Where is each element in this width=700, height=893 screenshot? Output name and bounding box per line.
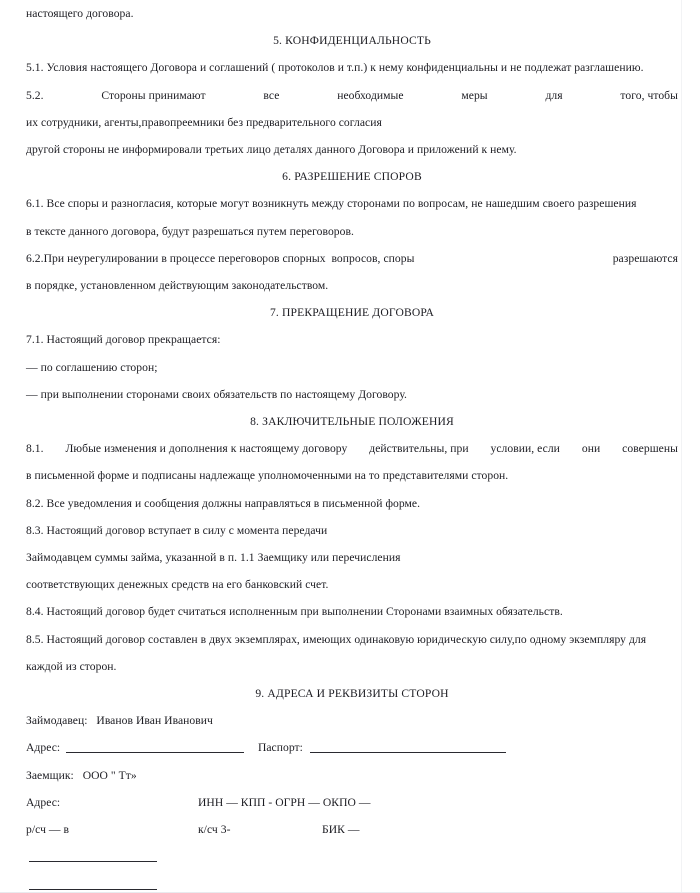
- carryover-line: настоящего договора.: [26, 7, 134, 20]
- lender-label: Займодавец:: [26, 714, 88, 728]
- passport-input-blank[interactable]: [310, 752, 506, 753]
- borrower-name: ООО " Тт»: [82, 768, 137, 782]
- lender-row: [26, 707, 678, 734]
- clause-6-2-line1: [26, 245, 678, 272]
- borrower-inn-kpp-ogrn-okpo: ИНН — КПП - ОГРН — ОКПО —: [198, 795, 371, 809]
- clause-6-1-line2: в тексте данного договора, будут разрешаться путем переговоров.: [26, 224, 354, 238]
- clause-5-2-line3: другой стороны не информировали третьих лицо деталях данного Договора и приложений к нему.: [26, 143, 517, 157]
- clause-8-4: 8.4. Настоящий договор будет считаться исполненным при выполнении Сторонами взаимных обязательств.: [26, 605, 563, 619]
- clause-5-2-frag-1: Стороны принимают: [101, 88, 206, 102]
- clause-5-2-number: 5.2.: [26, 88, 44, 102]
- heading-section-7: 7. ПРЕКРАЩЕНИЕ ДОГОВОРА: [269, 306, 435, 320]
- clause-7-1-bullet-1: — по соглашению сторон;: [26, 360, 158, 374]
- clause-8-1-line2: в письменной форме и подписаны надлежаще уполномоченными на то представителями сторон.: [26, 469, 509, 483]
- clause-6-2-line2: в порядке, установленном действующим законодательством.: [26, 279, 329, 293]
- borrower-row: [26, 762, 678, 789]
- clause-5-1: 5.1. Условия настоящего Договора и соглашений ( протоколов и т.п.) к нему конфиденциальны и не подлежат разглашению.: [26, 61, 644, 75]
- lender-name: Иванов Иван Иванович: [96, 714, 213, 728]
- heading-section-5: 5. КОНФИДЕНЦИАЛЬНОСТЬ: [273, 34, 431, 48]
- clause-8-5-line1: 8.5. Настоящий договор составлен в двух экземплярах, имеющих одинаковую юридическую силу,по одному экземпляру для: [26, 632, 647, 646]
- heading-section-9: 9. АДРЕСА И РЕКВИЗИТЫ СТОРОН: [255, 687, 449, 701]
- clause-6-2-left: 6.2.При неурегулировании в процессе переговоров спорных вопросов, споры: [26, 251, 415, 265]
- borrower-bank-row: [26, 816, 678, 843]
- clause-7-1: 7.1. Настоящий договор прекращается:: [26, 333, 221, 347]
- clause-5-2-line1: [26, 82, 686, 109]
- passport-label: Паспорт:: [257, 741, 303, 755]
- settlement-account: р/сч — в: [26, 823, 70, 837]
- correspondent-account: к/сч 3-: [198, 823, 231, 837]
- clause-6-1-line1: 6.1. Все споры и разногласия, которые могут возникнуть между сторонами по вопросам, не нашедшим своего разрешения: [26, 197, 637, 211]
- clause-8-1-number: 8.1.: [26, 442, 44, 456]
- clause-8-2: 8.2. Все уведомления и сообщения должны направляться в письменной форме.: [26, 496, 421, 510]
- clause-8-5-line2: каждой из сторон.: [26, 659, 117, 673]
- lender-address-passport-row: [26, 734, 678, 761]
- address-label: Адрес:: [26, 741, 61, 755]
- clause-8-1-frag-4: они: [581, 442, 601, 456]
- clause-8-3-line3: соответствующих денежных средств на его банковский счет.: [26, 578, 329, 592]
- clause-8-1-frag-5: совершены: [622, 442, 678, 456]
- clause-8-1-frag-1: Любые изменения и дополнения к настоящему договору: [65, 442, 348, 456]
- clause-5-2-frag-3: необходимые: [337, 88, 404, 102]
- clause-5-2-frag-6: того, чтобы: [620, 88, 678, 102]
- clause-8-1-frag-3: условии, если: [490, 442, 560, 456]
- clause-5-2-frag-5: для: [545, 88, 563, 102]
- clause-8-1-line1: [26, 435, 684, 462]
- signature-borrower-row: [26, 871, 678, 893]
- heading-section-6: 6. РАЗРЕШЕНИЕ СПОРОВ: [282, 170, 422, 184]
- borrower-address-label: Адрес:: [26, 795, 61, 809]
- clause-6-2-right: разрешаются: [612, 251, 678, 265]
- clause-7-1-bullet-2: — при выполнении сторонами своих обязательств по настоящему Договору.: [26, 387, 407, 401]
- borrower-address-inn-row: [26, 789, 678, 816]
- borrower-signature-blank[interactable]: [29, 889, 157, 890]
- signature-lender-row: [26, 843, 678, 870]
- clause-5-2-frag-4: меры: [461, 88, 488, 102]
- clause-5-2-line2: их сотрудники, агенты,правопреемники без предварительного согласия: [26, 115, 382, 129]
- borrower-label: Заемщик:: [26, 768, 74, 782]
- clause-8-1-frag-2: действительны, при: [369, 442, 469, 456]
- clause-8-3-line2: Займодавцем суммы займа, указанной в п. 1.1 Заемщику или перечисления: [26, 551, 401, 565]
- heading-section-8: 8. ЗАКЛЮЧИТЕЛЬНЫЕ ПОЛОЖЕНИЯ: [250, 415, 454, 429]
- clause-8-3-line1: 8.3. Настоящий договор вступает в силу с момента передачи: [26, 523, 328, 537]
- clause-5-2-frag-2: все: [263, 88, 280, 102]
- lender-signature-blank[interactable]: [29, 861, 157, 862]
- address-input-blank[interactable]: [66, 752, 244, 753]
- bik-code: БИК —: [322, 823, 360, 837]
